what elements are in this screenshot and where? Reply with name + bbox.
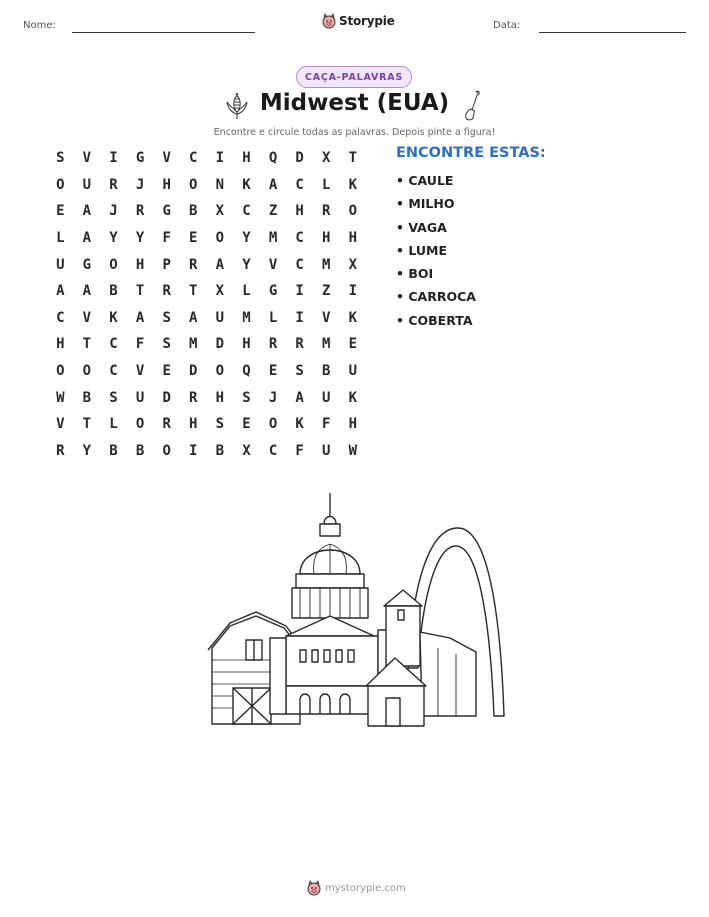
grid-letter[interactable]: T (82, 336, 92, 353)
grid-letter[interactable]: B (109, 283, 118, 300)
grid-letter[interactable]: Y (82, 442, 92, 459)
grid-letter[interactable]: T (135, 283, 145, 300)
shovel-icon (462, 90, 484, 122)
grid-letter[interactable]: E (268, 363, 278, 380)
date-label: Data: (493, 20, 521, 31)
word-search-grid[interactable] (47, 145, 366, 464)
pig-mascot-icon (322, 13, 336, 29)
grid-letter[interactable]: H (242, 336, 251, 353)
grid-letter[interactable]: H (215, 389, 225, 406)
grid-letter[interactable]: J (268, 389, 278, 406)
category-badge: CAÇA-PALAVRAS (296, 66, 412, 88)
grid-letter[interactable]: R (135, 203, 145, 220)
grid-letter[interactable]: X (322, 150, 331, 167)
grid-row (47, 358, 366, 385)
grid-letter[interactable]: A (189, 309, 198, 326)
grid-letter[interactable]: C (109, 363, 118, 380)
grid-letter[interactable]: E (56, 203, 65, 220)
grid-letter[interactable]: F (135, 336, 145, 353)
name-line[interactable] (72, 32, 255, 33)
grid-letter[interactable]: I (189, 442, 198, 459)
grid-letter[interactable]: K (242, 176, 251, 193)
grid-letter[interactable]: G (135, 150, 145, 167)
grid-letter[interactable]: X (215, 283, 225, 300)
grid-letter[interactable]: O (189, 176, 198, 193)
grid-letter[interactable]: E (162, 363, 171, 380)
grid-letter[interactable]: G (162, 203, 171, 220)
grid-letter[interactable]: M (242, 309, 251, 326)
brand-name: Storypie (339, 14, 395, 28)
grid-letter[interactable]: O (215, 363, 225, 380)
grid-letter[interactable]: R (268, 336, 278, 353)
grid-letter[interactable]: O (162, 442, 171, 459)
brand-logo (322, 13, 395, 29)
grid-letter[interactable]: Q (242, 363, 251, 380)
name-label: Nome: (23, 20, 56, 31)
page-title: Midwest (EUA) (259, 90, 450, 116)
grid-letter[interactable]: S (162, 309, 171, 326)
grid-letter[interactable]: H (322, 230, 331, 247)
grid-row (47, 438, 366, 465)
grid-letter[interactable]: H (135, 256, 145, 273)
grid-letter[interactable]: Z (268, 203, 278, 220)
grid-letter[interactable]: R (56, 442, 65, 459)
grid-letter[interactable]: E (348, 336, 358, 353)
grid-letter[interactable]: E (242, 416, 251, 433)
grid-letter[interactable]: L (242, 283, 251, 300)
grid-letter[interactable]: E (189, 230, 198, 247)
grid-letter[interactable]: S (215, 416, 225, 433)
grid-letter[interactable]: A (268, 176, 278, 193)
grid-letter[interactable]: X (242, 442, 251, 459)
grid-letter[interactable]: R (109, 176, 118, 193)
grid-letter[interactable]: C (189, 150, 198, 167)
grid-letter[interactable]: U (135, 389, 145, 406)
grid-row (47, 331, 366, 358)
grid-letter[interactable]: M (268, 230, 278, 247)
grid-letter[interactable]: B (322, 363, 331, 380)
grid-letter[interactable]: J (109, 203, 118, 220)
grid-letter[interactable]: W (56, 389, 65, 406)
grid-letter[interactable]: D (189, 363, 198, 380)
grid-letter[interactable]: U (215, 309, 225, 326)
grid-letter[interactable]: Q (268, 150, 278, 167)
word-item: • VAGA (396, 219, 447, 235)
grid-letter[interactable]: S (56, 150, 65, 167)
grid-letter[interactable]: T (189, 283, 198, 300)
grid-letter[interactable]: X (215, 203, 225, 220)
grid-letter[interactable]: C (295, 176, 304, 193)
grid-letter[interactable]: Y (109, 230, 118, 247)
grid-letter[interactable]: H (242, 150, 251, 167)
grid-row (47, 172, 366, 199)
grid-row (47, 225, 366, 252)
grid-letter[interactable]: U (322, 389, 331, 406)
word-list-heading: ENCONTRE ESTAS: (396, 145, 546, 161)
grid-letter[interactable]: R (162, 416, 171, 433)
grid-letter[interactable]: Y (135, 230, 145, 247)
grid-letter[interactable]: Y (242, 230, 251, 247)
word-item: • BOI (396, 266, 434, 282)
grid-letter[interactable]: U (56, 256, 65, 273)
grid-letter[interactable]: I (109, 150, 118, 167)
grid-letter[interactable]: F (295, 442, 304, 459)
grid-letter[interactable]: L (268, 309, 278, 326)
grid-letter[interactable]: V (56, 416, 65, 433)
grid-letter[interactable]: C (295, 256, 304, 273)
grid-letter[interactable]: V (82, 150, 92, 167)
grid-row (47, 305, 366, 332)
grid-letter[interactable]: S (242, 389, 251, 406)
date-line[interactable] (539, 32, 686, 33)
grid-letter[interactable]: I (215, 150, 225, 167)
grid-letter[interactable]: V (268, 256, 278, 273)
grid-letter[interactable]: D (162, 389, 171, 406)
grid-letter[interactable]: T (348, 150, 358, 167)
word-item: • CAULE (396, 173, 454, 188)
grid-letter[interactable]: O (56, 176, 65, 193)
grid-letter[interactable]: B (189, 203, 198, 220)
grid-letter[interactable]: V (162, 150, 171, 167)
grid-letter[interactable]: O (268, 416, 278, 433)
grid-letter[interactable]: I (348, 283, 358, 300)
grid-letter[interactable]: H (295, 203, 304, 220)
grid-letter[interactable]: X (348, 256, 358, 273)
grid-letter[interactable]: S (162, 336, 171, 353)
grid-letter[interactable]: C (268, 442, 278, 459)
grid-letter[interactable]: Y (242, 256, 251, 273)
grid-letter[interactable]: U (348, 363, 358, 380)
grid-letter[interactable]: R (189, 256, 198, 273)
grid-letter[interactable]: O (135, 416, 145, 433)
word-item: • CARROCA (396, 289, 476, 305)
grid-letter[interactable]: G (268, 283, 278, 300)
footer-url: mystorypie.com (325, 882, 406, 894)
grid-letter[interactable]: O (82, 363, 92, 380)
grid-letter[interactable]: O (56, 363, 65, 380)
grid-letter[interactable]: O (215, 230, 225, 247)
grid-letter[interactable]: I (295, 283, 304, 300)
grid-letter[interactable]: V (82, 309, 92, 326)
grid-letter[interactable]: H (162, 176, 171, 193)
grid-letter[interactable]: F (162, 230, 171, 247)
pig-mascot-icon (307, 880, 321, 896)
grid-letter[interactable]: V (322, 309, 331, 326)
grid-letter[interactable]: M (189, 336, 198, 353)
grid-letter[interactable]: D (215, 336, 225, 353)
grid-letter[interactable]: A (82, 283, 92, 300)
grid-row (47, 384, 366, 411)
grid-letter[interactable]: C (295, 230, 304, 247)
grid-letter[interactable]: C (56, 309, 65, 326)
grid-letter[interactable]: P (162, 256, 171, 273)
grid-letter[interactable]: A (215, 256, 225, 273)
grid-letter[interactable]: K (295, 416, 304, 433)
word-item: • LUME (396, 242, 447, 258)
grid-letter[interactable]: G (82, 256, 92, 273)
grid-letter[interactable]: R (162, 283, 171, 300)
grid-letter[interactable]: F (322, 416, 331, 433)
grid-letter[interactable]: U (322, 442, 331, 459)
footer (307, 880, 406, 896)
grid-letter[interactable]: O (348, 203, 358, 220)
grid-letter[interactable]: B (82, 389, 92, 406)
grid-letter[interactable]: H (348, 416, 358, 433)
grid-letter[interactable]: A (56, 283, 65, 300)
grid-letter[interactable]: L (322, 176, 331, 193)
grid-letter[interactable]: M (322, 256, 331, 273)
grid-letter[interactable]: A (135, 309, 145, 326)
grid-letter[interactable]: R (322, 203, 331, 220)
grid-letter[interactable]: K (348, 309, 358, 326)
grid-letter[interactable]: Z (322, 283, 331, 300)
grid-letter[interactable]: L (109, 416, 118, 433)
grid-letter[interactable]: N (215, 176, 225, 193)
grid-row (47, 278, 366, 305)
grid-letter[interactable]: H (348, 230, 358, 247)
grid-letter[interactable]: B (215, 442, 225, 459)
word-list (396, 172, 476, 335)
grid-letter[interactable]: H (56, 336, 65, 353)
grid-letter[interactable]: K (348, 389, 358, 406)
grid-letter[interactable]: B (135, 442, 145, 459)
grid-letter[interactable]: V (135, 363, 145, 380)
grid-letter[interactable]: U (82, 176, 92, 193)
grid-letter[interactable]: M (322, 336, 331, 353)
grid-letter[interactable]: H (189, 416, 198, 433)
grid-letter[interactable]: C (109, 336, 118, 353)
grid-letter[interactable]: S (295, 363, 304, 380)
grid-letter[interactable]: J (135, 176, 145, 193)
grid-letter[interactable]: K (348, 176, 358, 193)
grid-letter[interactable]: O (109, 256, 118, 273)
grid-letter[interactable]: A (295, 389, 304, 406)
grid-letter[interactable]: B (109, 442, 118, 459)
grid-row (47, 251, 366, 278)
grid-letter[interactable]: A (82, 203, 92, 220)
grid-letter[interactable]: W (348, 442, 358, 459)
grid-letter[interactable]: S (109, 389, 118, 406)
grid-letter[interactable]: R (189, 389, 198, 406)
grid-letter[interactable]: A (82, 230, 92, 247)
word-item: • COBERTA (396, 312, 473, 328)
grid-letter[interactable]: K (109, 309, 118, 326)
grid-letter[interactable]: R (295, 336, 304, 353)
grid-letter[interactable]: T (82, 416, 92, 433)
grid-letter[interactable]: D (295, 150, 304, 167)
instructions: Encontre e circule todas as palavras. Depois pinte a figura! (213, 127, 496, 138)
grid-row (47, 198, 366, 225)
grid-row (47, 411, 366, 438)
word-item: • MILHO (396, 196, 455, 212)
grid-letter[interactable]: I (295, 309, 304, 326)
grid-row (47, 145, 366, 172)
grid-letter[interactable]: C (242, 203, 251, 220)
grid-letter[interactable]: L (56, 230, 65, 247)
midwest-landmarks-illustration[interactable] (200, 488, 510, 733)
